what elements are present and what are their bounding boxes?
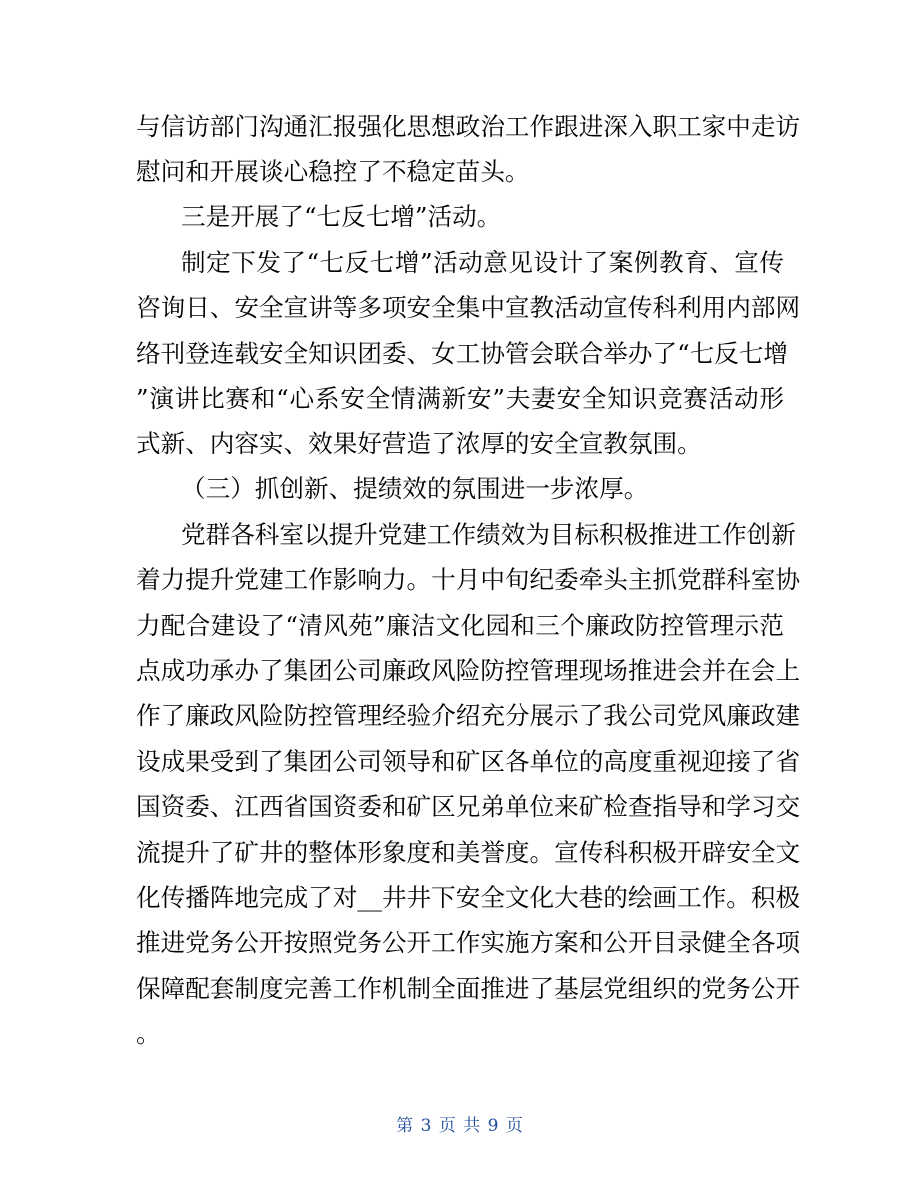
text-line — [0, 558, 920, 602]
text-line — [0, 740, 920, 784]
text-line — [0, 967, 920, 1011]
text-line-content: 化传播阵地完成了对__井井下安全文化大巷的绘画工作。积极 — [136, 883, 801, 912]
text-line — [0, 332, 920, 376]
text-line-content: 推进党务公开按照党务公开工作实施方案和公开目录健全各项 — [136, 928, 801, 957]
text-line-content: 作了廉政风险防控管理经验介绍充分展示了我公司党风廉政建 — [136, 701, 801, 730]
text-line-content: ”演讲比赛和“心系安全情满新安”夫妻安全知识竞赛活动形 — [136, 384, 784, 413]
text-line — [0, 422, 920, 466]
text-line — [0, 785, 920, 829]
text-line-content: 式新、内容实、效果好营造了浓厚的安全宣教氛围。 — [136, 429, 702, 458]
text-line-content: 与信访部门沟通汇报强化思想政治工作跟进深入职工家中走访 — [136, 112, 801, 141]
text-line-content: 慰问和开展谈心稳控了不稳定苗头。 — [136, 157, 530, 186]
text-line — [0, 513, 920, 557]
text-line-content: 保障配套制度完善工作机制全面推进了基层党组织的党务公开 — [136, 974, 801, 1003]
text-line-content: 国资委、江西省国资委和矿区兄弟单位来矿检查指导和学习交 — [136, 792, 801, 821]
text-line — [0, 1012, 920, 1056]
text-line-content: 咨询日、安全宣讲等多项安全集中宣教活动宣传科利用内部网 — [136, 293, 801, 322]
page-number-footer: 第 3 页 共 9 页 — [396, 1116, 524, 1136]
text-line-content: 络刊登连载安全知识团委、女工协管会联合举办了“七反七增 — [136, 339, 789, 368]
text-line — [0, 286, 920, 330]
text-line-content: 力配合建设了“清风苑”廉洁文化园和三个廉政防控管理示范 — [136, 611, 784, 640]
text-line — [0, 649, 920, 693]
text-line — [0, 694, 920, 738]
text-line-content: （三）抓创新、提绩效的氛围进一步浓厚。 — [181, 474, 649, 503]
text-line-content: 。 — [136, 1019, 161, 1048]
section-heading — [0, 467, 920, 511]
text-line-content: 点成功承办了集团公司廉政风险防控管理现场推进会并在会上 — [136, 656, 801, 685]
text-line-content: 制定下发了“七反七增”活动意见设计了案例教育、宣传 — [181, 248, 784, 277]
text-line — [0, 150, 920, 194]
text-line-content: 着力提升党建工作影响力。十月中旬纪委牵头主抓党群科室协 — [136, 565, 801, 594]
text-line — [0, 921, 920, 965]
text-line-content: 流提升了矿井的整体形象度和美誉度。宣传科积极开辟安全文 — [136, 838, 801, 867]
text-line — [0, 241, 920, 285]
text-line-content: 三是开展了“七反七增”活动。 — [181, 202, 502, 231]
text-line — [0, 876, 920, 920]
text-line — [0, 377, 920, 421]
text-line-content: 设成果受到了集团公司领导和矿区各单位的高度重视迎接了省 — [136, 747, 801, 776]
text-line — [0, 604, 920, 648]
text-line — [0, 105, 920, 149]
text-line — [0, 831, 920, 875]
text-line-content: 党群各科室以提升党建工作绩效为目标积极推进工作创新 — [181, 520, 796, 549]
text-line — [0, 195, 920, 239]
